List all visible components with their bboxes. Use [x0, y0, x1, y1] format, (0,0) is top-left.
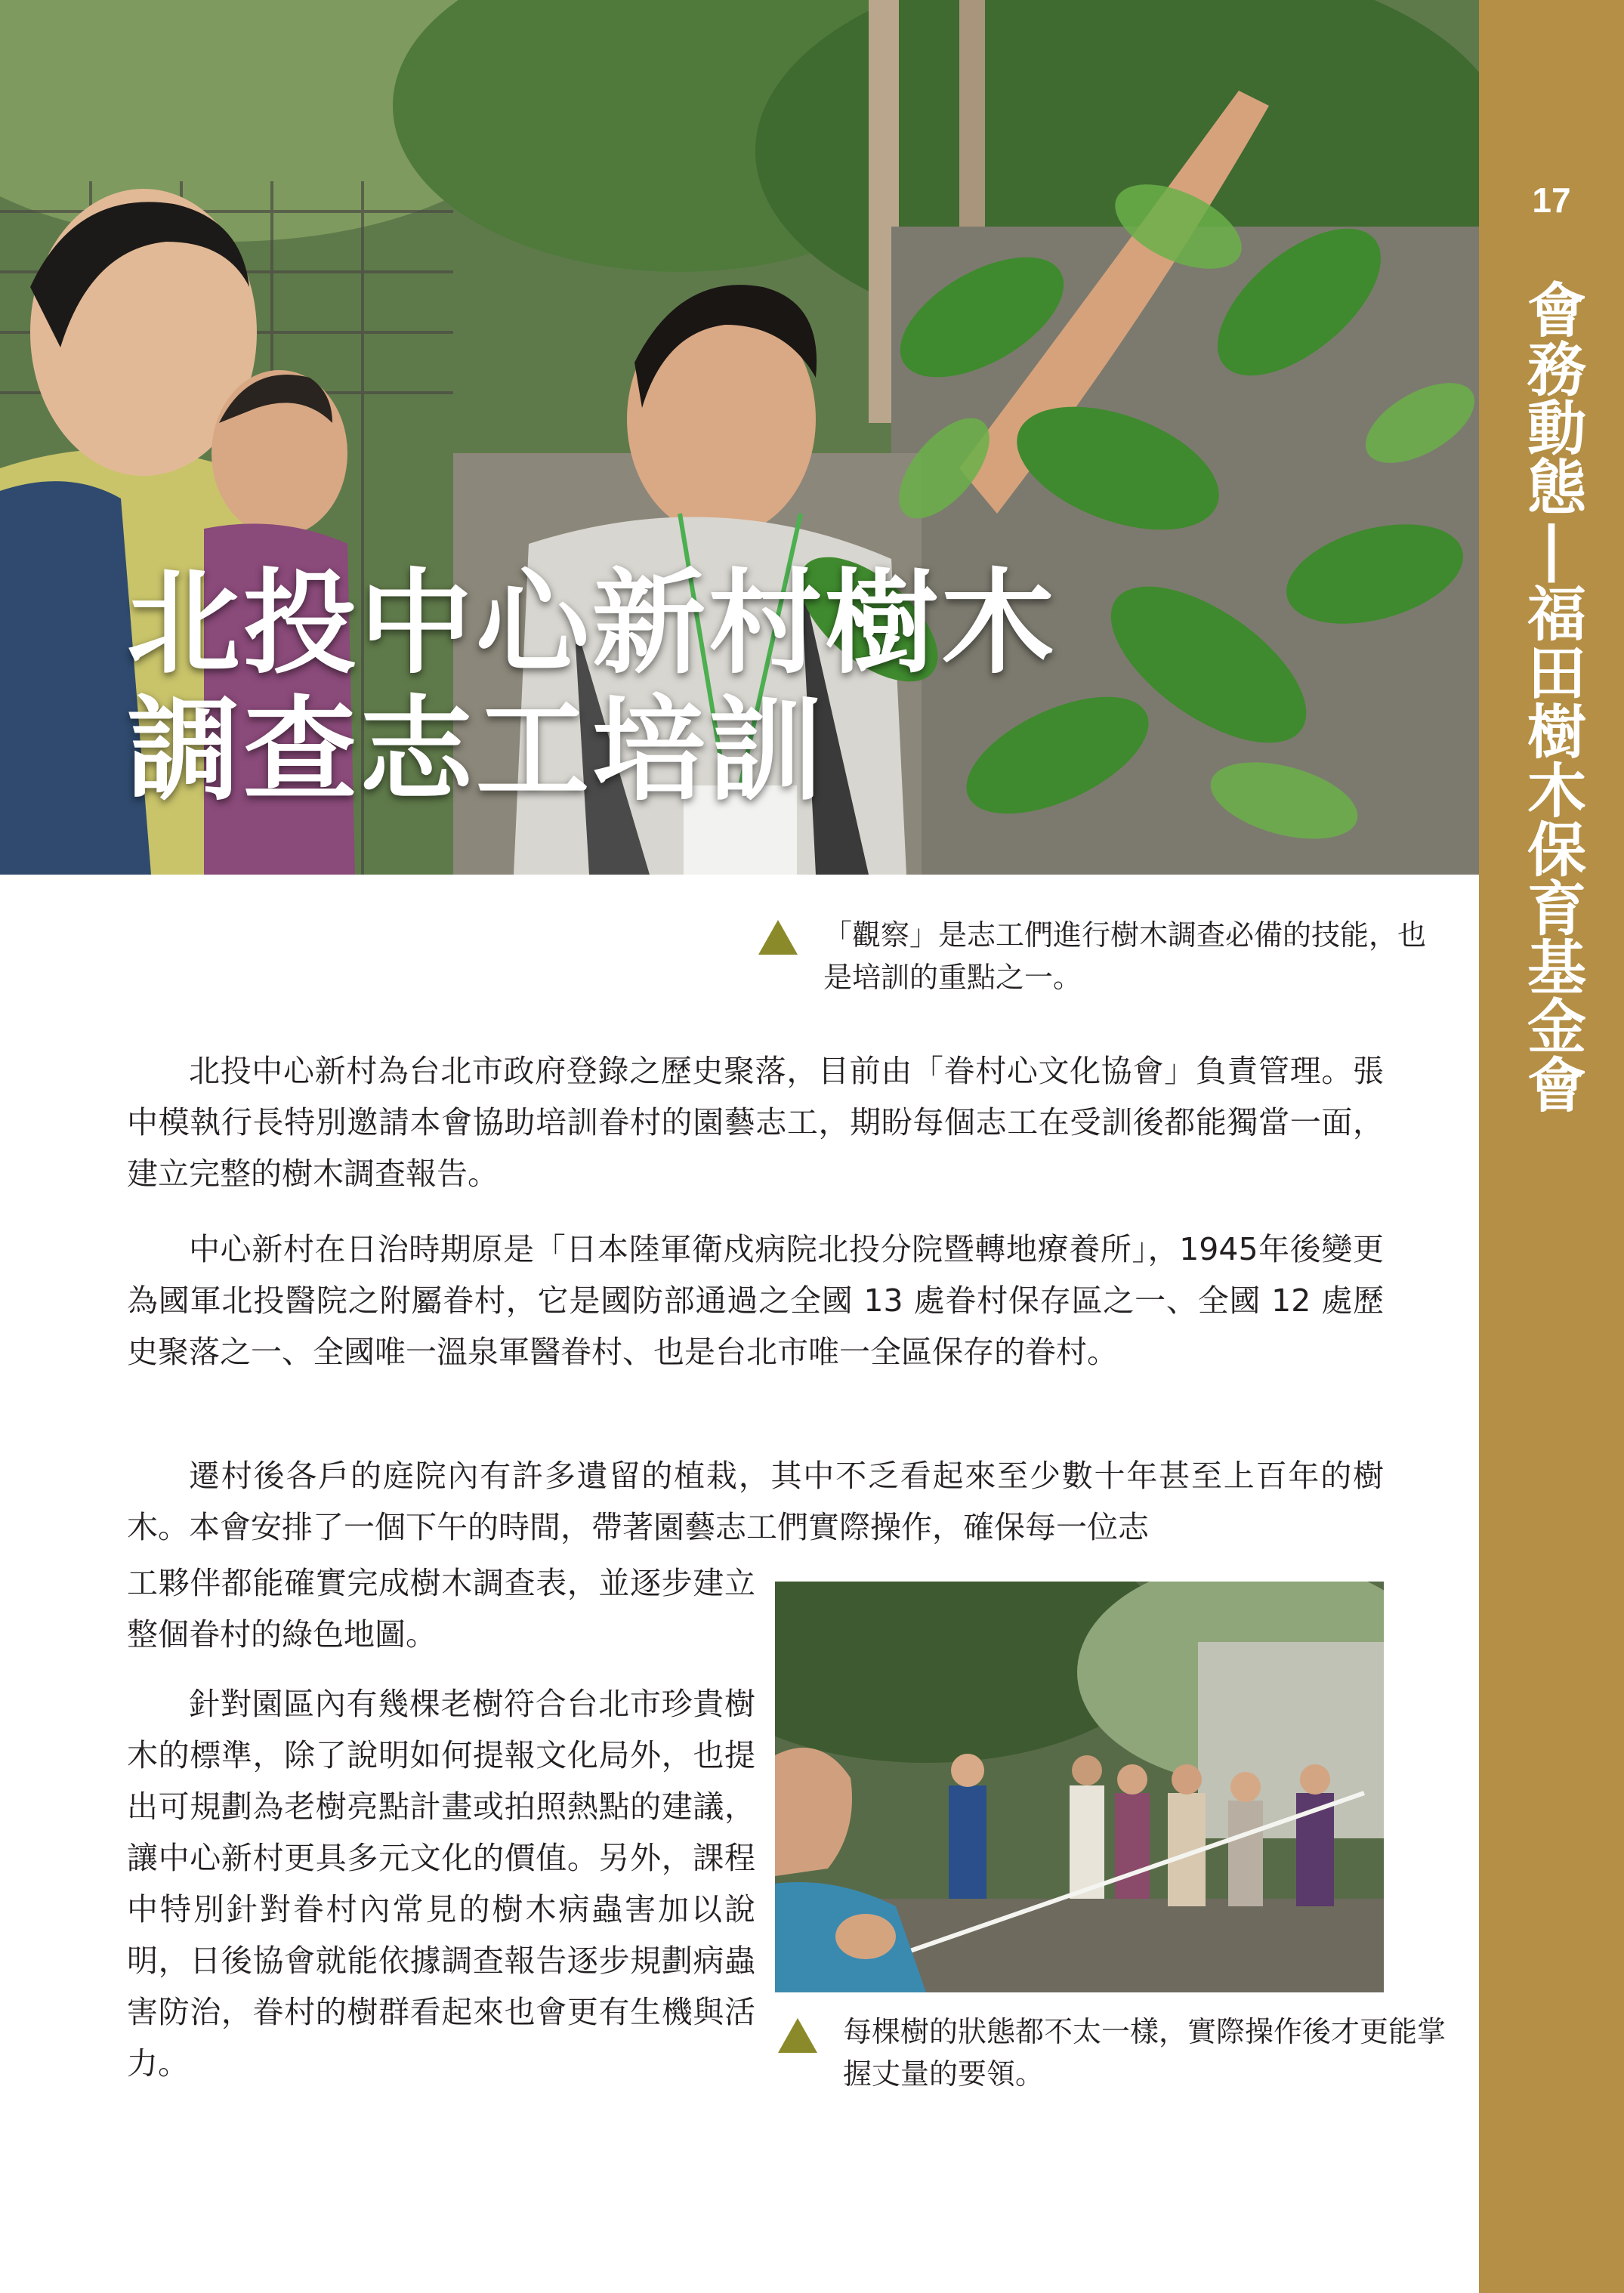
- sidebar-section-label: 會務動態: [1517, 279, 1585, 515]
- article-title-line-1: 北投中心新村樹木: [127, 558, 1058, 690]
- section-sidebar: [1479, 0, 1624, 2293]
- sidebar-title: [1514, 279, 1589, 1113]
- sidebar-organization-label: 福田樹木保育基金會: [1517, 583, 1585, 1113]
- page-number: 17: [1532, 181, 1571, 220]
- hero-photo: [0, 0, 1479, 875]
- triangle-icon: [778, 2018, 817, 2053]
- hero-caption-text: 「觀察」是志工們進行樹木調查必備的技能，也是培訓的重點之一。: [823, 918, 1427, 994]
- article-title: [127, 560, 1057, 814]
- photo-caption-text: 每棵樹的狀態都不太一樣，實際操作後才更能掌握丈量的要領。: [843, 2015, 1446, 2091]
- paragraph-3-continued: 工夥伴都能確實完成樹木調查表，並逐步建立整個眷村的綠色地圖。: [127, 1565, 755, 1653]
- article-title-line-2: 調查志工培訓: [127, 685, 826, 816]
- triangle-icon: [758, 920, 798, 955]
- volunteers-measuring-photo: [775, 1582, 1384, 1992]
- paragraph-1: 北投中心新村為台北市政府登錄之歷史聚落，目前由「眷村心文化協會」負責管理。張中模執行長特別邀請本會協助培訓眷村的園藝志工，期盼每個志工在受訓後都能獨當一面，建立完整的樹木調查報告。: [127, 1053, 1384, 1192]
- paragraph-3: [127, 1450, 1384, 1553]
- volunteers-measuring-illustration: [775, 1582, 1384, 1992]
- paragraph-2: 中心新村在日治時期原是「日本陸軍衛戍病院北投分院暨轉地療養所」，1945年後變更為國軍北投醫院之附屬眷村，它是國防部通過之全國 13 處眷村保存區之一、全國 12 處歷史聚落之一、全國唯一溫泉軍醫眷村、也是台北市唯一全區保存的眷村。: [127, 1231, 1384, 1370]
- sidebar-separator: |: [1517, 515, 1585, 583]
- paragraph-3-full-width: 遷村後各戶的庭院內有許多遺留的植栽，其中不乏看起來至少數十年甚至上百年的樹木。本會安排了一個下午的時間，帶著園藝志工們實際操作，確保每一位志: [127, 1458, 1384, 1545]
- paragraph-4: 針對園區內有幾棵老樹符合台北市珍貴樹木的標準，除了說明如何提報文化局外，也提出可規劃為老樹亮點計畫或拍照熱點的建議，讓中心新村更具多元文化的價值。另外，課程中特別針對眷村內常見的樹木病蟲害加以說明，日後協會就能依據調查報告逐步規劃病蟲害防治，眷村的樹群看起來也會更有生機與活力。: [127, 1686, 755, 2082]
